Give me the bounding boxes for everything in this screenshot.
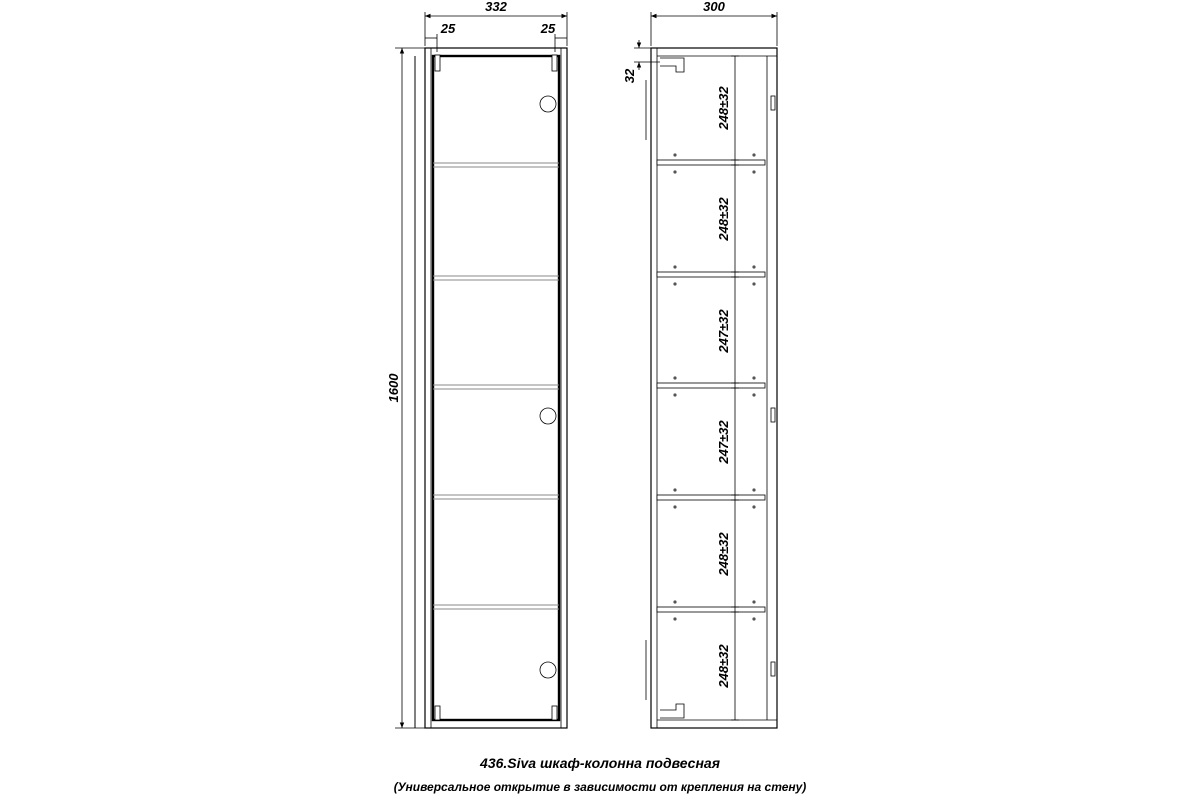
- shelf-spacing-label: 247±32: [716, 420, 731, 464]
- side-view: [622, 0, 777, 728]
- side-depth-label: 300: [703, 0, 725, 14]
- hinge-cup-icon: [540, 662, 556, 678]
- front-left-inset-label: 25: [440, 21, 456, 36]
- drawing-title: 436.Siva шкаф-колонна подвесная: [480, 755, 720, 771]
- shelf-spacing-label: 248±32: [716, 197, 731, 241]
- hinge-cup-icon: [540, 408, 556, 424]
- shelf-spacing-label: 248±32: [716, 532, 731, 576]
- front-width-label: 332: [485, 0, 507, 14]
- front-right-inset-label: 25: [540, 21, 556, 36]
- side-top-offset-label: 32: [622, 68, 637, 84]
- shelf-spacing-label: 248±32: [716, 644, 731, 688]
- front-height-label: 1600: [386, 373, 401, 403]
- front-view: [386, 0, 567, 728]
- shelf-spacing-label: 247±32: [716, 309, 731, 353]
- front-cabinet-body: [425, 48, 567, 728]
- hinge-cup-icon: [540, 96, 556, 112]
- drawing-subtitle: (Универсальное открытие в зависимости от крепления на стену): [393, 780, 807, 794]
- shelf-spacing-label: 248±32: [716, 86, 731, 130]
